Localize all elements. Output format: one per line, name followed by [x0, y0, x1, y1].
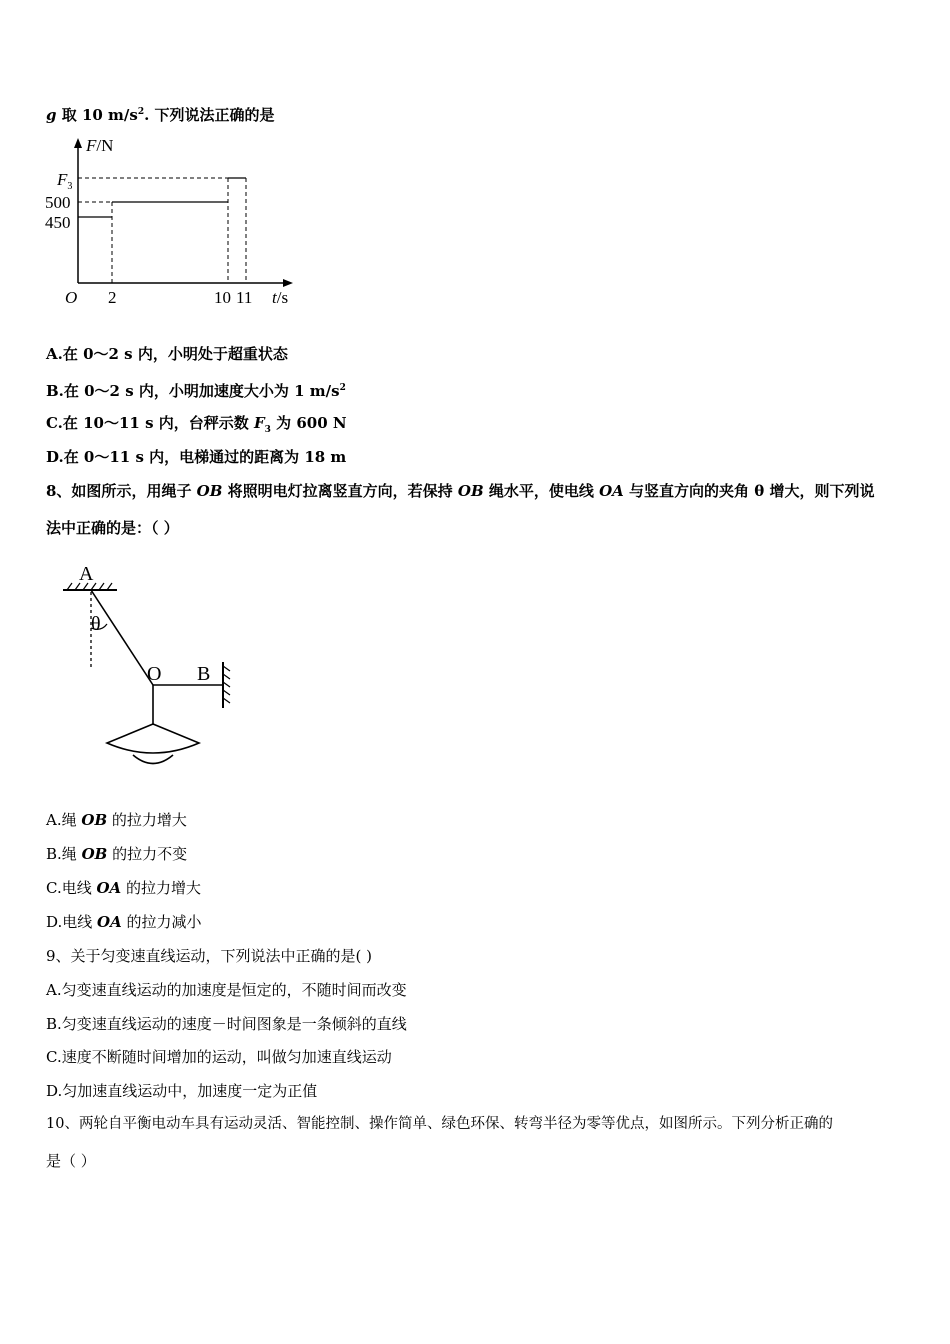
q7-option-b-text: B.在 0～2 s 内，小明加速度大小为 1 m/s: [46, 382, 340, 400]
q7-intro-tail: . 下列说法正确的是: [144, 106, 275, 124]
q7-intro-rest: 取 10 m/s: [56, 106, 138, 124]
q8-stem-part2: 将照明电灯拉离竖直方向，若保持: [222, 482, 458, 500]
x-axis-arrow-icon: [283, 279, 293, 287]
q7-option-d: D.在 0～11 s 内，电梯通过的距离为 18 m: [46, 448, 347, 466]
q8-option-b-var: OB: [81, 845, 108, 863]
q7-option-c-post: 为 600 N: [270, 414, 347, 432]
x-tick-10: 10: [214, 288, 231, 307]
lamp-bulb: [133, 755, 173, 764]
q8-option-b-post: 的拉力不变: [107, 845, 188, 863]
q7-option-c-var: F: [253, 414, 265, 432]
q7-intro-sup: 2: [137, 107, 145, 117]
q8-option-c-pre: C.电线: [46, 879, 97, 897]
q8-stem-oa1: OA: [599, 482, 624, 500]
q8-option-a-pre: A.绳: [46, 811, 82, 829]
q8-option-d-pre: D.电线: [46, 913, 98, 931]
wire-oa: [91, 590, 153, 685]
q7-force-time-graph: [40, 128, 310, 313]
y-axis-arrow-icon: [74, 138, 82, 148]
q8-stem-line1: [46, 481, 874, 501]
q8-option-a: [46, 810, 187, 830]
q9-option-a: A.匀变速直线运动的加速度是恒定的，不随时间而改变: [46, 981, 407, 999]
q8-option-a-post: 的拉力增大: [107, 811, 187, 829]
q8-option-c-post: 的拉力增大: [121, 879, 201, 897]
x-axis-label: t/s: [272, 288, 289, 307]
q8-stem-part3: 绳水平，使电线: [483, 482, 600, 500]
y-tick-450: 450: [45, 213, 71, 232]
q8-option-d: [46, 912, 202, 932]
y-tick-500: 500: [45, 193, 71, 212]
q8-option-c: [46, 878, 201, 898]
q9-option-c: C.速度不断随时间增加的运动，叫做匀加速直线运动: [46, 1048, 392, 1066]
q7-option-c: [46, 413, 347, 440]
q10-stem-line1: 10、两轮自平衡电动车具有运动灵活、智能控制、操作简单、绿色环保、转弯半径为零等优点，如图所示。下列分析正确的: [46, 1116, 833, 1132]
q8-stem-part4: 与竖直方向的夹角 θ 增大，则下列说: [623, 482, 875, 500]
q8-stem-line2: 法中正确的是：（ ）: [46, 519, 179, 537]
q8-option-a-var: OB: [81, 811, 108, 829]
wall-hatch: [223, 666, 230, 703]
x-tick-11: 11: [236, 288, 253, 307]
q7-intro: [46, 102, 275, 125]
q8-option-d-post: 的拉力减小: [121, 913, 202, 931]
label-theta: θ: [91, 613, 101, 635]
q8-option-d-var: OA: [97, 913, 122, 931]
q7-option-a: A.在 0～2 s 内，小明处于超重状态: [46, 345, 288, 363]
q10-stem-line2: 是（ ）: [46, 1152, 96, 1170]
q8-stem-ob1: OB: [196, 482, 223, 500]
q9-stem: 9、关于匀变速直线运动，下列说法中正确的是( ): [46, 947, 373, 965]
q7-intro-g: g: [46, 106, 57, 124]
q7-option-c-sub: 3: [264, 425, 271, 435]
q8-option-b-pre: B.绳: [46, 845, 82, 863]
label-b: B: [197, 663, 211, 685]
label-o: O: [147, 663, 162, 685]
q7-option-c-pre: C.在 10～11 s 内，台秤示数: [46, 414, 254, 432]
q7-option-b: [46, 378, 346, 401]
f3-label: $F_3$: [57, 170, 73, 192]
q8-option-c-var: OA: [96, 879, 122, 897]
y-axis-label: F/N: [86, 136, 114, 155]
x-tick-2: 2: [108, 288, 117, 307]
q8-stem-ob2: OB: [457, 482, 484, 500]
q8-option-b: [46, 844, 187, 864]
q9-option-b: B.匀变速直线运动的速度－时间图象是一条倾斜的直线: [46, 1015, 407, 1033]
lamp-shade: [107, 724, 199, 753]
q8-lamp-figure: [55, 558, 245, 780]
origin-label: O: [65, 288, 78, 307]
q8-stem-part1: 8、如图所示，用绳子: [46, 482, 197, 500]
label-a: A: [79, 563, 94, 585]
q7-option-b-sup: 2: [339, 383, 346, 393]
q9-option-d: D.匀加速直线运动中，加速度一定为正值: [46, 1082, 318, 1100]
